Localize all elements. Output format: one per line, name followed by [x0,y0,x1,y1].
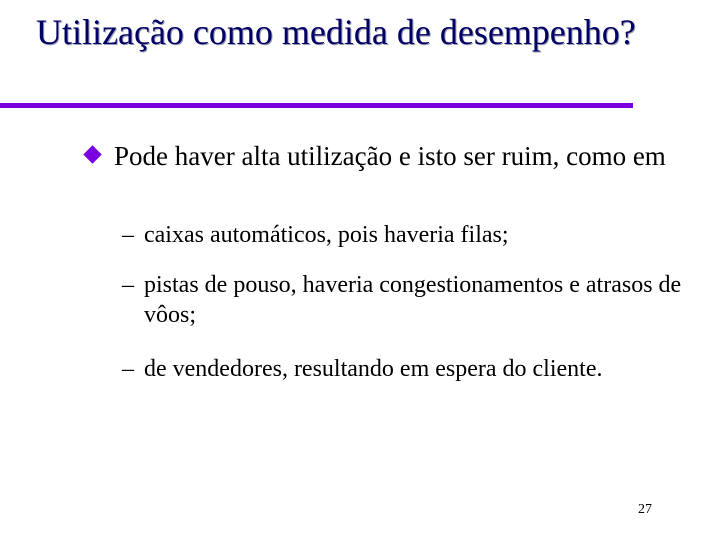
bullet-text: Pode haver alta utilização e isto ser ruim, como em [114,141,666,171]
sub-item-text: pistas de pouso, haveria congestionamentos e atrasos de vôos; [144,272,682,328]
dash-marker: – [122,356,134,382]
page-number: 27 [638,502,652,517]
dash-marker: – [122,272,134,298]
diamond-bullet-icon [83,145,101,163]
slide-title: Utilização como medida de desempenho? [36,12,636,52]
title-underline [0,103,633,108]
dash-marker: – [122,222,134,248]
sub-item-text: de vendedores, resultando em espera do cliente. [144,356,603,382]
sub-item-text: caixas automáticos, pois haveria filas; [144,222,509,248]
